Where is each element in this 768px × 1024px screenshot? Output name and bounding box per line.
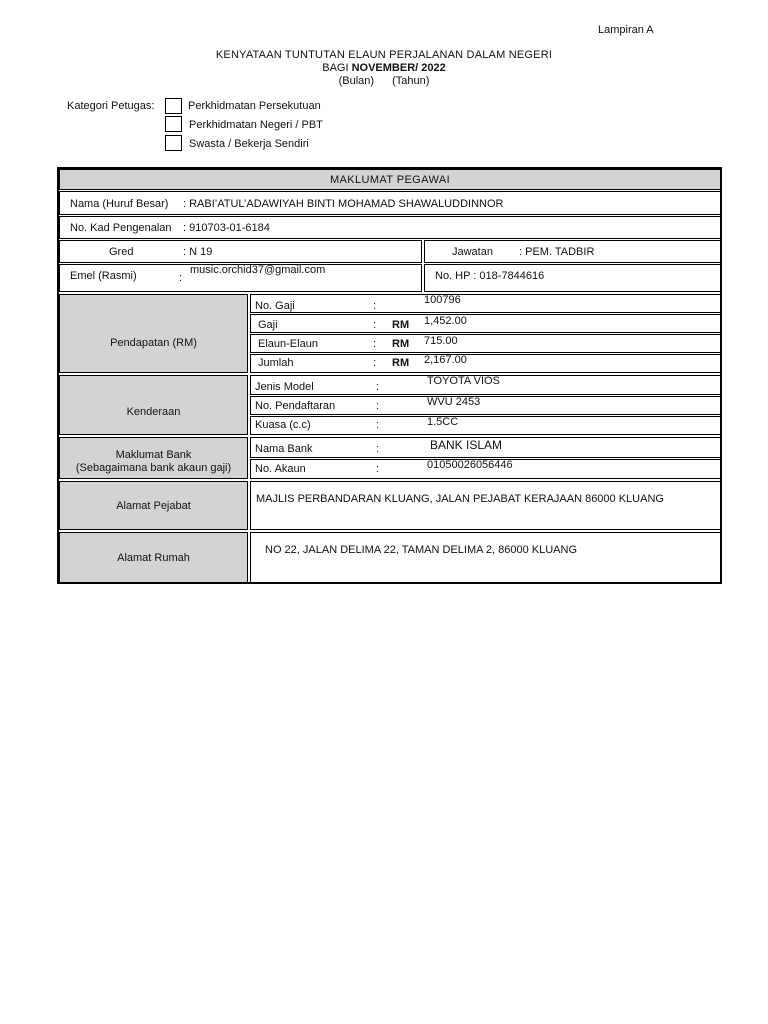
allowance-value[interactable]: 715.00 <box>424 335 458 347</box>
account-no-value[interactable]: 01050026056446 <box>427 459 513 471</box>
bank-label: Maklumat Bank <box>115 449 192 461</box>
category-private-checkbox[interactable] <box>165 135 182 151</box>
email-label: Emel (Rasmi) <box>70 270 137 282</box>
period-month-year: NOVEMBER/ 2022 <box>351 62 446 74</box>
vehicle-label-cell <box>59 375 248 435</box>
salary-label: Gaji <box>258 319 278 331</box>
total-colon: : <box>373 357 377 369</box>
bank-name-colon: : <box>376 443 380 455</box>
name-label: Nama (Huruf Besar) <box>70 198 169 210</box>
category-federal-label: Perkhidmatan Persekutuan <box>188 100 321 112</box>
form-title: KENYATAAN TUNTUTAN ELAUN PERJALANAN DALAM NEGERI <box>215 49 553 61</box>
period-prefix: BAGI <box>322 62 349 74</box>
email-value[interactable]: music.orchid37@gmail.com <box>190 264 326 276</box>
position-value[interactable]: : PEM. TADBIR <box>519 246 595 258</box>
vehicle-label: Kenderaan <box>126 406 181 418</box>
attachment-label: Lampiran A <box>598 24 654 36</box>
phone-value[interactable]: No. HP : 018-7844616 <box>435 270 545 282</box>
engine-capacity-label: Kuasa (c.c) <box>255 419 311 431</box>
home-address-cell <box>250 532 721 583</box>
allowance-label: Elaun-Elaun <box>258 338 318 350</box>
allowance-currency: RM <box>392 338 410 350</box>
total-value[interactable]: 2,167.00 <box>424 354 467 366</box>
income-label-cell <box>59 294 248 373</box>
bank-name-value[interactable]: BANK ISLAM <box>430 438 503 452</box>
income-row <box>250 334 721 353</box>
salary-no-value[interactable]: 100796 <box>424 294 461 306</box>
office-address-cell <box>250 481 721 530</box>
income-row <box>250 354 721 373</box>
salary-colon: : <box>373 319 377 331</box>
grade-value[interactable]: : N 19 <box>183 246 213 258</box>
engine-capacity-colon: : <box>376 419 380 431</box>
office-address-value[interactable]: MAJLIS PERBANDARAN KLUANG, JALAN PEJABAT KERAJAAN 86000 KLUANG <box>256 493 664 505</box>
ic-value[interactable]: : 910703-01-6184 <box>183 222 270 234</box>
income-row <box>250 314 721 333</box>
section-title: MAKLUMAT PEGAWAI <box>329 174 451 186</box>
position-label: Jawatan <box>452 246 493 258</box>
year-caption: (Tahun) <box>392 75 430 87</box>
total-label: Jumlah <box>258 357 294 369</box>
engine-capacity-value[interactable]: 1.5CC <box>427 416 459 428</box>
category-state-label: Perkhidmatan Negeri / PBT <box>189 119 323 131</box>
salary-value[interactable]: 1,452.00 <box>424 315 467 327</box>
home-address-value[interactable]: NO 22, JALAN DELIMA 22, TAMAN DELIMA 2, 86000 KLUANG <box>265 544 578 556</box>
bank-name-label: Nama Bank <box>255 443 313 455</box>
ic-label: No. Kad Pengenalan <box>70 222 172 234</box>
registration-colon: : <box>376 400 380 412</box>
salary-no-label: No. Gaji <box>255 300 295 312</box>
account-no-label: No. Akaun <box>255 463 306 475</box>
period-captions <box>0 75 768 87</box>
home-address-label: Alamat Rumah <box>117 552 190 564</box>
salary-no-colon: : <box>373 300 377 312</box>
model-value[interactable]: TOYOTA VIOS <box>427 375 500 387</box>
salary-currency: RM <box>392 319 410 331</box>
category-state-checkbox[interactable] <box>165 116 182 132</box>
model-colon: : <box>376 381 380 393</box>
model-label: Jenis Model <box>255 381 314 393</box>
registration-label: No. Pendaftaran <box>255 400 336 412</box>
form-period <box>0 62 768 74</box>
bank-sublabel: (Sebagaimana bank akaun gaji) <box>75 462 232 474</box>
name-value[interactable]: : RABI’ATUL’ADAWIYAH BINTI MOHAMAD SHAWALUDDINNOR <box>183 198 504 210</box>
allowance-colon: : <box>373 338 377 350</box>
email-colon: : <box>179 272 183 284</box>
account-no-colon: : <box>376 463 380 475</box>
grade-label: Gred <box>109 246 134 258</box>
total-currency: RM <box>392 357 410 369</box>
income-row <box>250 294 721 313</box>
vehicle-row <box>250 416 721 435</box>
category-label: Kategori Petugas: <box>67 100 155 112</box>
income-label: Pendapatan (RM) <box>110 337 197 349</box>
office-address-label: Alamat Pejabat <box>116 500 191 512</box>
category-private-label: Swasta / Bekerja Sendiri <box>189 138 309 150</box>
registration-value[interactable]: WVU 2453 <box>427 396 481 408</box>
month-caption: (Bulan) <box>338 75 375 87</box>
category-federal-checkbox[interactable] <box>165 98 182 114</box>
